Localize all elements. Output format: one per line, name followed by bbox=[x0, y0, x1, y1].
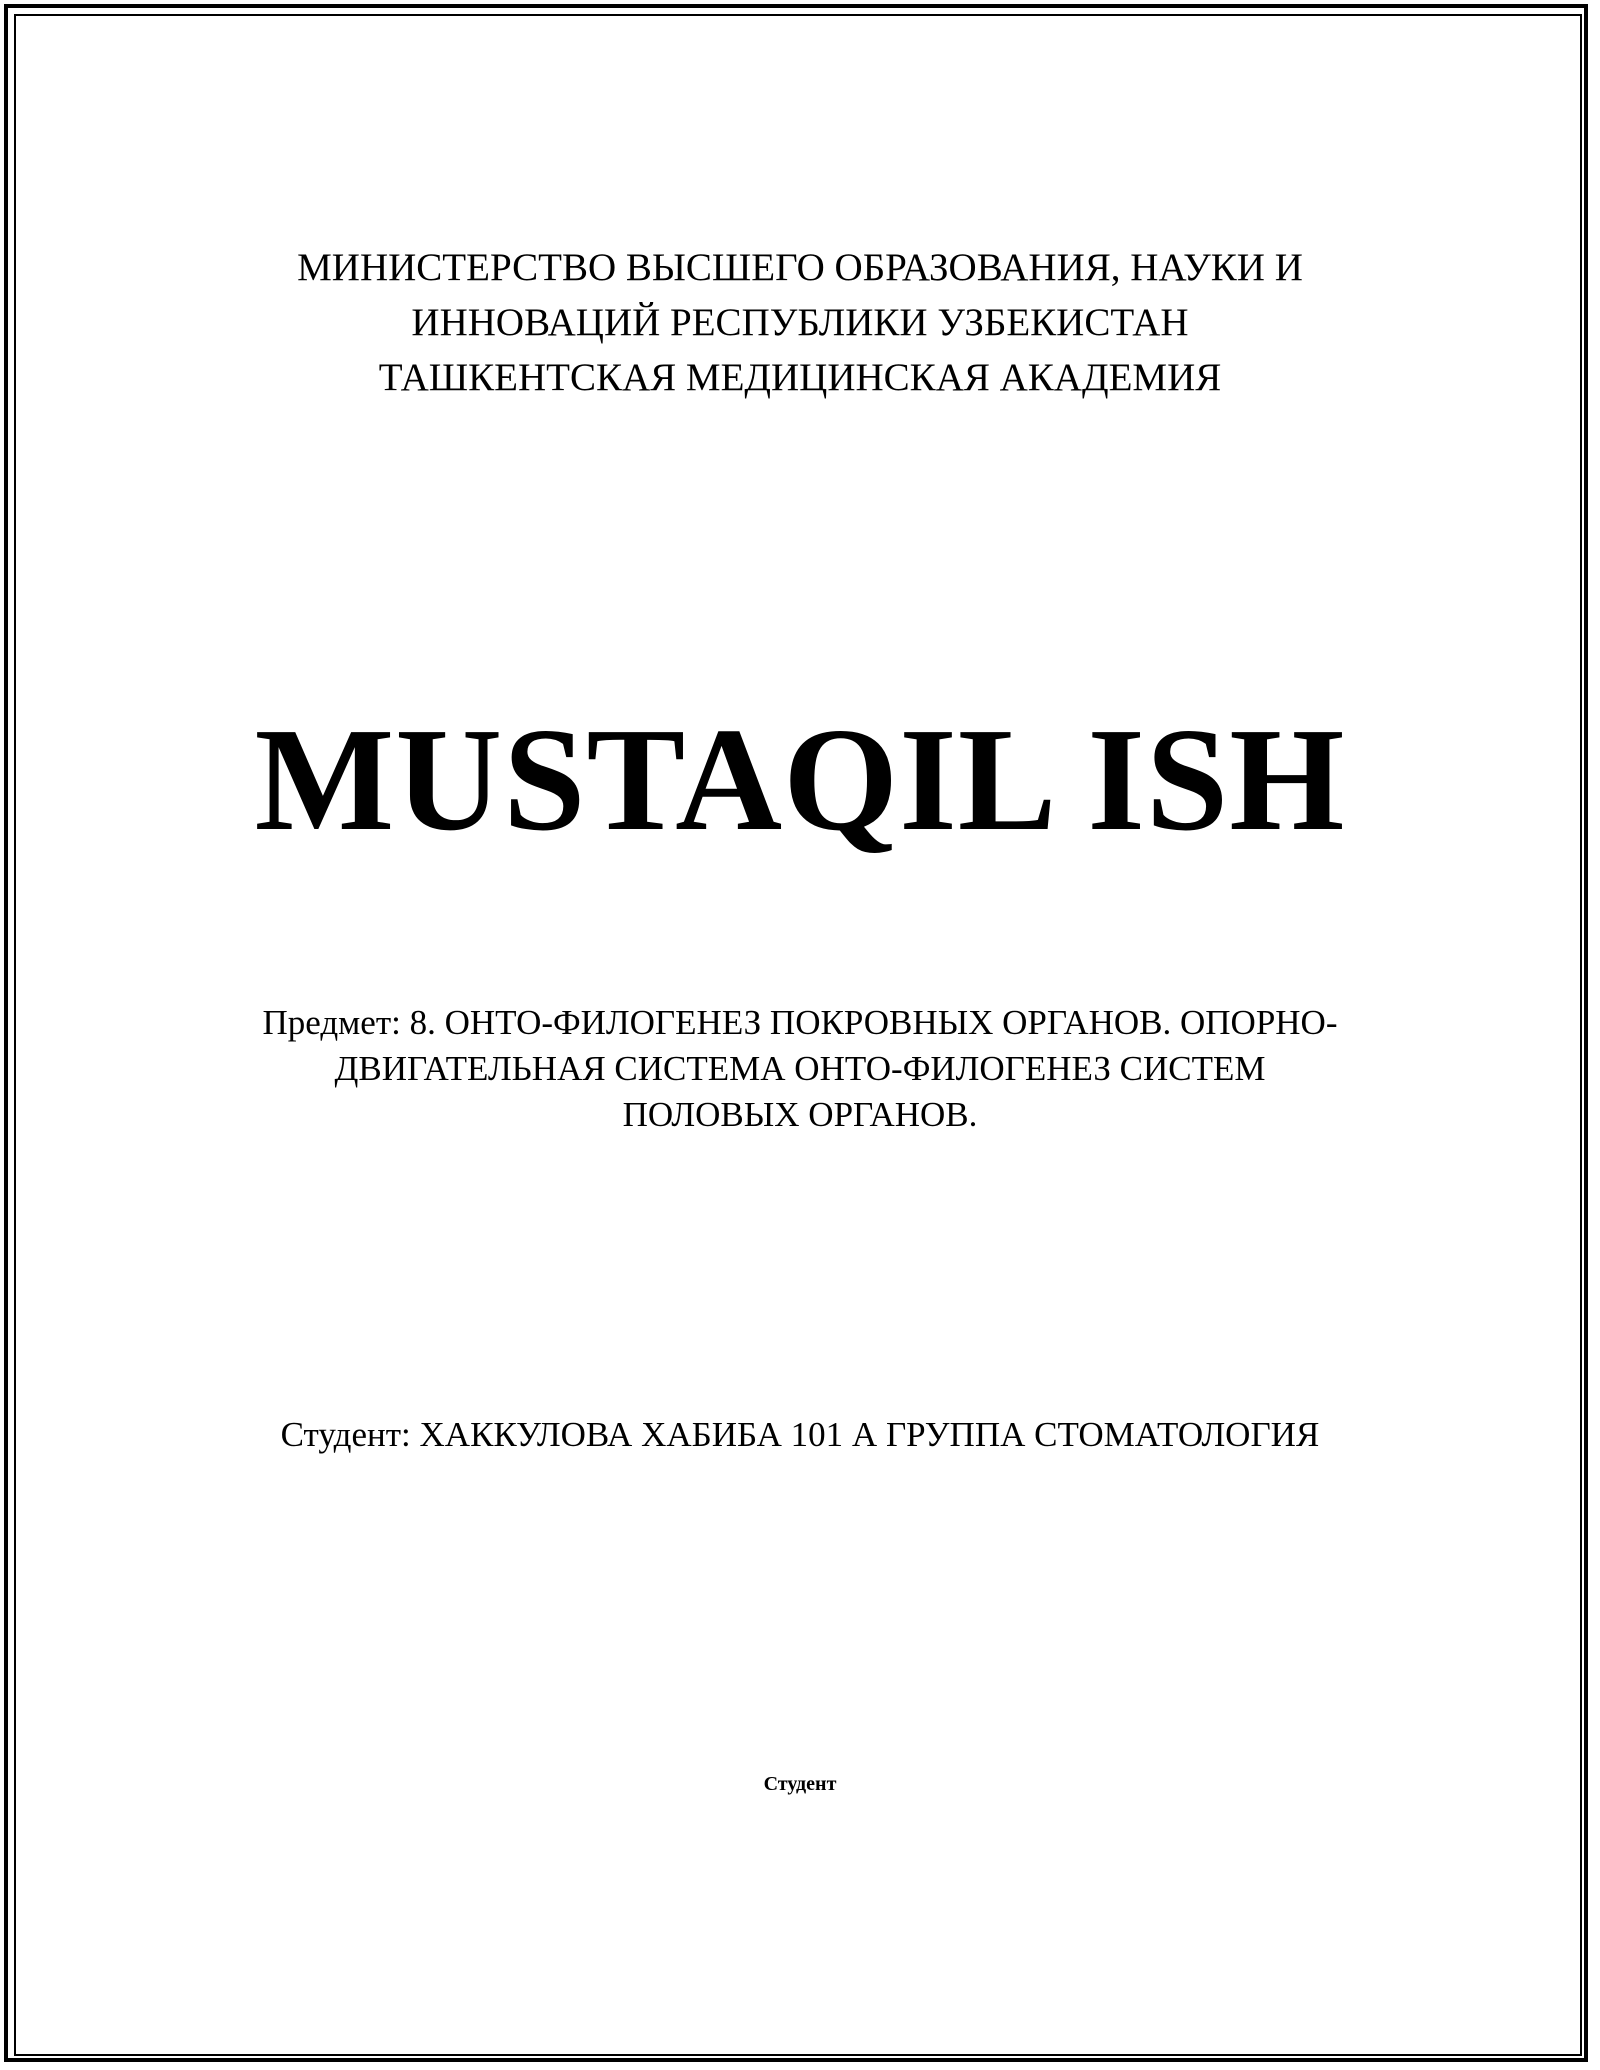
document-title: MUSTAQIL ISH bbox=[254, 698, 1346, 862]
subject-line-3: ПОЛОВЫХ ОРГАНОВ. bbox=[622, 1095, 978, 1134]
subject-line-1: Предмет: 8. ОНТО-ФИЛОГЕНЕЗ ПОКРОВНЫХ ОРГАНОВ. ОПОРНО- bbox=[262, 1003, 1338, 1042]
student-signature-label: Студент bbox=[763, 1773, 837, 1795]
subject-line-2: ДВИГАТЕЛЬНАЯ СИСТЕМА ОНТО-ФИЛОГЕНЕЗ СИСТЕМ bbox=[334, 1049, 1266, 1088]
student-info: Студент: ХАККУЛОВА ХАБИБА 101 А ГРУППА СТОМАТОЛОГИЯ bbox=[280, 1415, 1320, 1454]
institution-header bbox=[0, 240, 1600, 405]
header-line-republic: ИННОВАЦИЙ РЕСПУБЛИКИ УЗБЕКИСТАН bbox=[411, 301, 1189, 344]
subject-block bbox=[0, 1000, 1600, 1138]
header-line-academy: ТАШКЕНТСКАЯ МЕДИЦИНСКАЯ АКАДЕМИЯ bbox=[378, 356, 1222, 399]
header-line-ministry: МИНИСТЕРСТВО ВЫСШЕГО ОБРАЗОВАНИЯ, НАУКИ И bbox=[297, 246, 1303, 289]
